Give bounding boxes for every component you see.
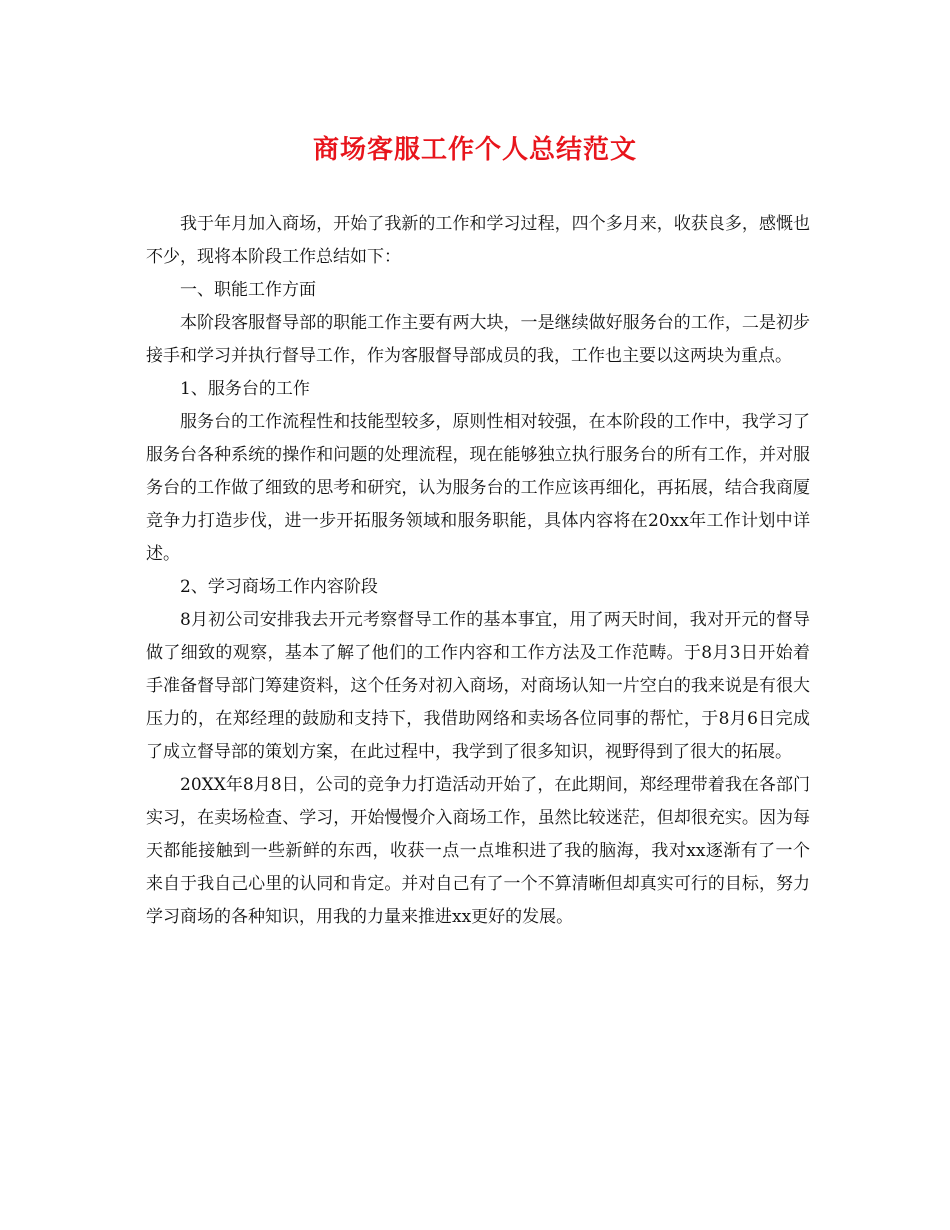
heading-section-1: 一、职能工作方面 xyxy=(180,280,316,300)
paragraph-section-1: 本阶段客服督导部的职能工作主要有两大块，一是继续做好服务台的工作，二是初步接手和学习并执行督导工作，作为客服督导部成员的我，工作也主要以这两块为重点。 xyxy=(146,313,810,366)
paragraph-service-desk: 服务台的工作流程性和技能型较多，原则性相对较强，在本阶段的工作中，我学习了服务台各种系统的操作和问题的处理流程，现在能够独立执行服务台的所有工作，并对服务台的工作做了细致的思考和研究，认为服务台的工作应该再细化，再拓展，结合我商厦竞争力打造步伐，进一步开拓服务领域和服务职能，具体内容将在20xx年工作计划中详述。 xyxy=(146,412,810,564)
paragraph-intro: 我于年月加入商场，开始了我新的工作和学习过程，四个多月来，收获良多，感慨也不少，现将本阶段工作总结如下： xyxy=(146,214,810,267)
heading-service-desk: 1、服务台的工作 xyxy=(180,379,310,399)
paragraph-competition: 20XX年8月8日，公司的竞争力打造活动开始了，在此期间，郑经理带着我在各部门实习，在卖场检查、学习，开始慢慢介入商场工作，虽然比较迷茫，但却很充实。因为每天都能接触到一些新鲜的东西，收获一点一点堆积进了我的脑海，我对xx逐渐有了一个来自于我自己心里的认同和肯定。并对自己有了一个不算清晰但却真实可行的目标，努力学习商场的各种知识，用我的力量来推进xx更好的发展。 xyxy=(146,775,810,927)
document-title: 商场客服工作个人总结范文 xyxy=(312,135,637,165)
paragraph-learning-august: 8月初公司安排我去开元考察督导工作的基本事宜，用了两天时间，我对开元的督导做了细致的观察，基本了解了他们的工作内容和工作方法及工作范畴。于8月3日开始着手准备督导部门筹建资料，这个任务对初入商场，对商场认知一片空白的我来说是有很大压力的，在郑经理的鼓励和支持下，我借助网络和卖场各位同事的帮忙，于8月6日完成了成立督导部的策划方案，在此过程中，我学到了很多知识，视野得到了很大的拓展。 xyxy=(146,610,810,762)
document-body xyxy=(146,208,810,934)
heading-learning: 2、学习商场工作内容阶段 xyxy=(180,577,378,597)
